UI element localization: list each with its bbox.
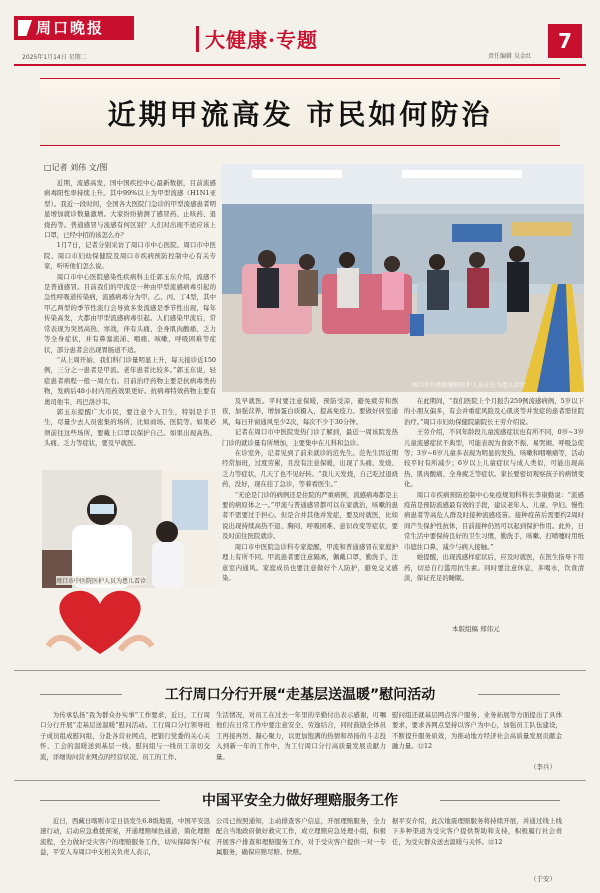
masthead bbox=[0, 0, 600, 70]
paragraph: 周口市中医院急诊科专家提醒，甲流和普通感冒在家庭护理上有所不同。甲流患者要注意隔离，佩戴口罩，勤洗手，注意室内通风。家庭成员也要注意做好个人防护，避免交叉感染。 bbox=[222, 542, 398, 582]
byline: □记者 刘伟 文/图 bbox=[44, 163, 108, 172]
section-sub: ·专题 bbox=[268, 28, 318, 52]
logo-text: 周口晚报 bbox=[36, 19, 105, 37]
paragraph: 据平安介绍，此次地震理赔服务将持续开展，并通过线上线下多种渠道为受灾客户提供帮助和支持，积极履行社会责任，为受灾群众送去温暖与关怀。⑫12 bbox=[392, 817, 562, 846]
photo1-caption: 周口市妇幼保健院医护人员正在为患儿诊疗 bbox=[412, 382, 527, 389]
paragraph: 近期，流感高发，国中国疾控中心最新数据，目前流感病毒阳性率持续上升。其中99%以上为甲型流感（H1N1亚型）。我近一段时间，全国各大医院门急诊的甲型流感患者明显增加就诊数量激增。大家纷纷猜测了感冒药、止咳药、退烧药等。普通感冒与流感有何区别？人们对出现不适应该上口罩，已经中招的该怎么办？ bbox=[44, 179, 216, 240]
page-number: 7 bbox=[548, 24, 582, 58]
logo-mark-icon bbox=[18, 20, 32, 36]
article-column-2 bbox=[222, 396, 398, 618]
section-divider-2 bbox=[14, 780, 586, 781]
doctor-photo-illustration bbox=[42, 470, 220, 588]
paragraph: 王劳介绍，不同年龄段儿童流感症状也有所不同，0岁~3岁儿童流感症状不典型，可能表现为食欲不振、易哭闹、呼吸急促等；3岁~6岁儿童多表现为明显的发热、咳嗽和咽喉痛等，活动较平时有所减少；6岁以上儿童症状与成人类似，可能出现高热、肌肉酸痛、全身疲乏等症状。家长要密切观察孩子的病情变化。 bbox=[404, 428, 584, 489]
section-title bbox=[205, 24, 318, 53]
section-name: 大健康 bbox=[205, 28, 268, 52]
article-headline: 近期甲流高发 市民如何防治 bbox=[107, 98, 493, 131]
paragraph: 生活情况，对员工在过去一年里的辛勤付出表示感谢，叮嘱他们在日常工作中要注意安全、劳逸结合，同时鼓励全体员工再接再厉、凝心聚力，以更加饱满的热情和昂扬的斗志投入到新一年的工作中，为工行周口分行高质量发展贡献力量。 bbox=[216, 711, 386, 761]
paragraph: 她提醒，出现流感样症状后，应及时就医，在医生指导下用药，切忌自行滥用抗生素。同时要注意休息，多喝水，饮食清淡，保证充足的睡眠。 bbox=[404, 553, 584, 582]
paragraph: 在此期间，“我们医院上个月报告259例流感病例，5岁以下的小朋友偏多，有会并重症风险及心肌炎等并发症的患者需住院治疗。”周口市妇幼保健院副院长王劳介绍说。 bbox=[404, 397, 584, 426]
title-rule-right bbox=[478, 694, 560, 695]
paragraph: 及早就医。平时要注意保暖，预防受凉，避免疲劳和熬夜，加强营养，增加蛋白质摄入，提高免疫力。要做好居室通风，每日开窗通风至少2次，每次不少于30分钟。 bbox=[222, 397, 398, 426]
headline-box bbox=[40, 78, 560, 146]
story3-author: （于安） bbox=[530, 875, 556, 883]
story3-column-1 bbox=[40, 816, 210, 884]
paragraph: 周口市疾病预防控制中心免疫规划科科长李康勤说：“流感疫苗是预防流感最有效的手段，建议老年人、儿童、孕妇、慢性病患者等高危人群及时接种流感疫苗。接种疫苗后需要约2周时间产生保护性抗体，目前接种仍然可以起到保护作用。此外，日常生活中要保持良好的卫生习惯，勤洗手，咳嗽、打喷嚏时用纸巾遮住口鼻，减少与病人接触。” bbox=[404, 490, 584, 551]
heart-decoration bbox=[40, 576, 160, 662]
paragraph: 公司已按照通知，主动排查客户信息，开展理赔服务，全力配合当地政府做好救灾工作，成立理赔应急处理小组，积极开展客户排查和理赔服务工作，对于受灾客户提供一对一专属服务，确保应赔尽赔、快赔。 bbox=[216, 817, 386, 857]
top-rule bbox=[14, 64, 586, 66]
story2-author: （李兵） bbox=[530, 763, 556, 771]
issue-date: 2025年1月14日 星期二 bbox=[22, 54, 87, 61]
hospital-photo-illustration bbox=[222, 164, 584, 392]
story2-title: 工行周口分行开展“走基层送温暖”慰问活动 bbox=[164, 687, 436, 703]
paragraph: 为传承弘扬“我为群众办实事”工作要求，近日，工行周口分行开展“走基层送温暖”慰问活动。工行周口分行领导班子成员组成慰问组，分赴各营业网点，把银行党委的关心关怀、工会的温暖送到基层一线。慰问组与一线员工亲切交流，详细询问营业网点的经营状况、员工的工作、 bbox=[40, 711, 210, 761]
hospital-waiting-room-photo bbox=[222, 164, 584, 392]
paragraph: 周口市中心医院感染性疾病科主任郭玉东介绍，流感不是普通感冒。目前我们的甲流是一种由甲型流感病毒引起的急性呼吸道传染病，流感病毒分为甲、乙、丙、丁4型，其中甲乙两型的季节性流行会导致多发流感是季节性出现，每年传染高发，大都由甲型流感病毒引起。人们感染甲流后，常常表现为突然高热、寒战，伴有头痛、全身肌肉酸痛、乏力等全身症状，并有鼻塞流涕、咽痛、咳嗽、呼吸困难等症状，部分患者会出现胃肠道不适。 bbox=[44, 272, 216, 354]
paragraph: “从上周开始，我们科门诊量明显上升，每天接诊近150例，三分之一患者是甲流。老年患者比较多。”郭玉东说，轻症患者病程一般一周左右。目前治疗药物主要是抗病毒类药物，发病后48小时内用药效果更好。抗病毒特效药物主要有奥司他韦、玛巴洛沙韦。 bbox=[44, 355, 216, 406]
photo2-caption: 周口市中医院医护人员为患儿看诊 bbox=[56, 578, 147, 585]
paragraph: 郭玉东提醒广大市民，要注意个人卫生，特别是手卫生，尽量少去人员密集的场所，比如商场、医院等。如果必须前往这些场所，要戴上口罩以保护自己。如果出现高热、头痛、乏力等症状，要及早就医。 bbox=[44, 407, 216, 448]
paragraph: “无论是门诊的病例还是住院的严重病例，流感病毒都是主要的病原体之一。”甲流与普通感冒都可以在家就治，咳嗽的患者不需要过于担心。但是合并其他并发症，要及时就医，比如说出现持续高热不退、胸闷、呼吸困难、意识改变等症状，要及时前往医院就诊。 bbox=[222, 490, 398, 541]
paragraph: 慰问组还就基层网点客户服务、业务拓展等方面提出了具体要求，要求各网点坚持以客户为中心，加强员工队伍建设，不断提升服务质效，为推动地方经济社会高质量发展贡献金融力量。⑫12 bbox=[392, 711, 562, 751]
story3-column-2 bbox=[216, 816, 386, 884]
article-author: 本版组稿 郑伟元 bbox=[452, 625, 500, 633]
paragraph: 1月7日，记者分别采访了周口市中心医院、周口市中医院、周口市妇幼保健院及周口市疾病预防控制中心有关专家，听听他们怎么说。 bbox=[44, 241, 216, 271]
title-rule-right-2 bbox=[440, 800, 560, 801]
paragraph: 近日，西藏日喀则市定日县发生6.8级地震，中国平安迅速行动，启动应急救援预案，开通理赔绿色通道，简化理赔流程，全力做好受灾客户的理赔服务工作，切实保障客户权益，平安人寿周口中支相关负责人表示， bbox=[40, 817, 210, 857]
section-divider bbox=[14, 670, 586, 671]
article-column-1 bbox=[44, 178, 216, 468]
newspaper-logo bbox=[14, 16, 134, 40]
article-column-3 bbox=[404, 396, 584, 618]
editor-line: 责任编辑 吴金红 bbox=[488, 53, 532, 60]
paragraph: 记者在周口市中医院发热门诊了解到，最近一周该院发热门诊的就诊量有所增加，主要集中在儿科和急诊。 bbox=[222, 428, 398, 447]
doctor-child-photo bbox=[42, 470, 220, 588]
heart-hands-icon bbox=[40, 576, 160, 662]
story2-column-2 bbox=[216, 710, 386, 772]
section-bar bbox=[196, 26, 199, 52]
story3-column-3 bbox=[392, 816, 562, 872]
story3-title: 中国平安全力做好理赔服务工作 bbox=[202, 793, 398, 809]
story2-column-1 bbox=[40, 710, 210, 772]
paragraph: 在诊室外，记者见到了前来就诊的范先生。范先生因近期经常加班，过度劳累，且没有注意保暖，出现了头痛、发烧、乏力等症状，几天了也不见好转。“我儿天发烧，自己吃过退烧药，没好，现在挂了急诊，等着看医生。” bbox=[222, 449, 398, 489]
story2-column-3 bbox=[392, 710, 562, 760]
